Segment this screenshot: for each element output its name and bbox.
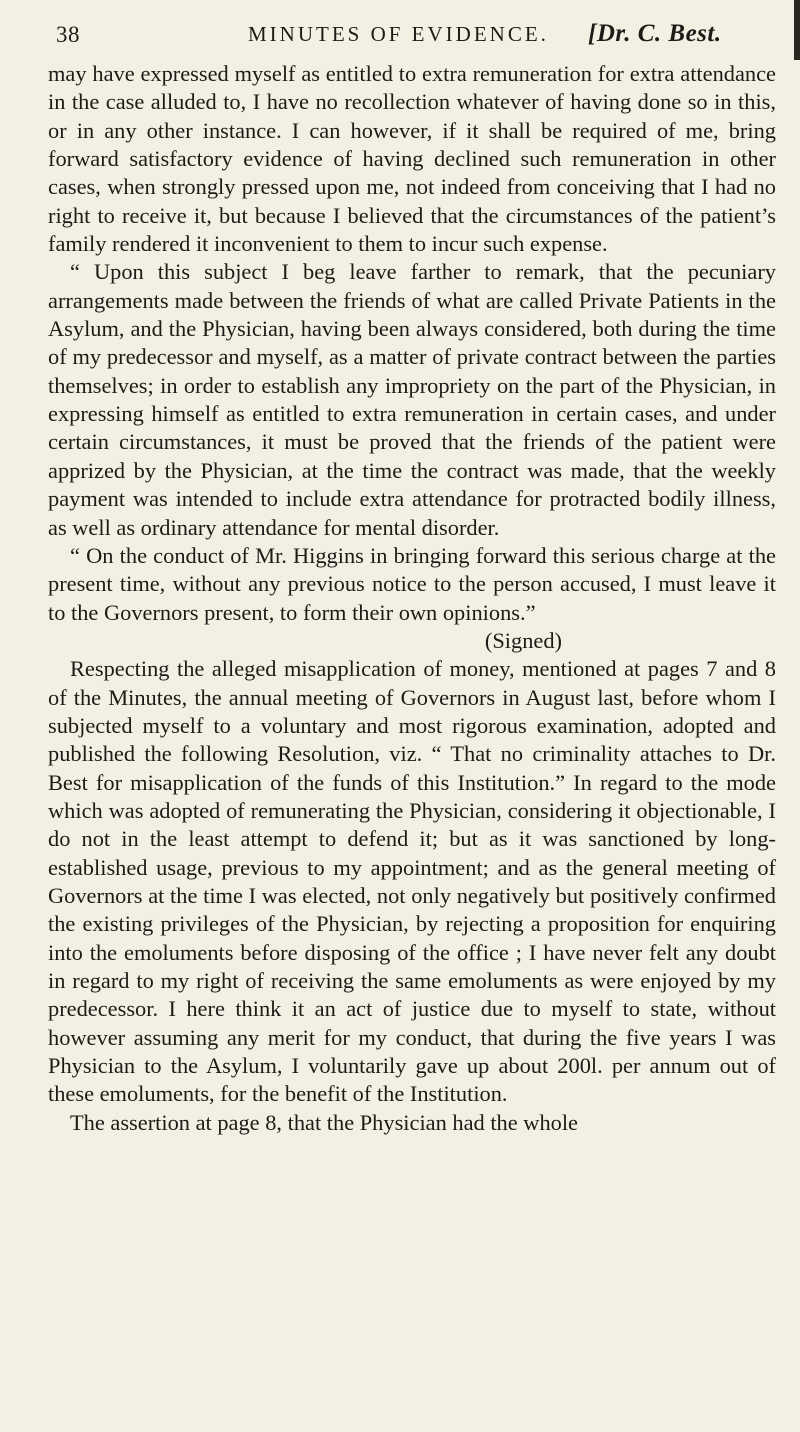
paragraph-assertion: The assertion at page 8, that the Physician had the whole xyxy=(70,1109,578,1135)
paragraph-continuation: may have expressed myself as entitled to extra remuneration for extra attendance in the case alluded to, I have no recollection whatever of having done so in this, or in any other instance. I can however, if it shall be required of me, bring forward satisfactory evidence of having declined such remuneration in other cases, when strongly pressed upon me, not indeed from conceiving that I had no right to receive it, but because I believed that the circumstances of the patient’s family rendered it inconvenient to them to incur such expense. xyxy=(48,61,776,257)
document-page xyxy=(48,18,776,1137)
speaker-name: [Dr. C. Best. xyxy=(588,20,722,47)
page-edge-mark xyxy=(794,0,800,60)
body-text xyxy=(48,60,776,1137)
page-number: 38 xyxy=(56,22,80,47)
running-header xyxy=(48,18,776,58)
paragraph-pecuniary: “ Upon this subject I beg leave farther to remark, that the pecuniary arrangements made between the friends of what are called Private Patients in the Asylum, and the Physician, having been always considered, both during the time of my predecessor and myself, as a matter of private contract between the parties themselves; in order to establish any impropriety on the part of the Physician, in expressing himself as entitled to extra remuneration in certain cases, and under certain circumstances, it must be proved that the friends of the patient were apprized by the Physician, at the time the contract was made, that the weekly payment was intended to include extra attendance for protracted bodily illness, as well as ordinary attendance for mental disorder. xyxy=(48,259,776,540)
running-title: MINUTES OF EVIDENCE. xyxy=(248,22,549,46)
paragraph-higgins: “ On the conduct of Mr. Higgins in bringing forward this serious charge at the present time, without any previous notice to the person accused, I must leave it to the Governors present, to form their own opinions.” xyxy=(48,542,776,625)
paragraph-misapplication: Respecting the alleged misapplication of money, mentioned at pages 7 and 8 of the Minutes, the annual meeting of Governors in August last, before whom I subjected myself to a voluntary and most rigorous examination, adopted and published the following Resolution, viz. “ That no criminality attaches to Dr. Best for misapplication of the funds of this Institution.” In regard to the mode which was adopted of remunerating the Physician, considering it objectionable, I do not in the least attempt to defend it; but as it was sanctioned by long-established usage, previous to my appointment; and as the general meeting of Governors at the time I was elected, not only negatively but positively confirmed the existing privileges of the Physician, by rejecting a proposition for enquiring into the emoluments before disposing of the office ; I have never felt any doubt in regard to my right of receiving the same emoluments as were enjoyed by my predecessor. I here think it an act of justice due to myself to state, without however assuming any merit for my conduct, that during the five years I was Physician to the Asylum, I voluntarily gave up about 200l. per annum out of these emoluments, for the benefit of the Institution. xyxy=(48,656,776,1107)
signed-line: (Signed) xyxy=(484,627,562,653)
